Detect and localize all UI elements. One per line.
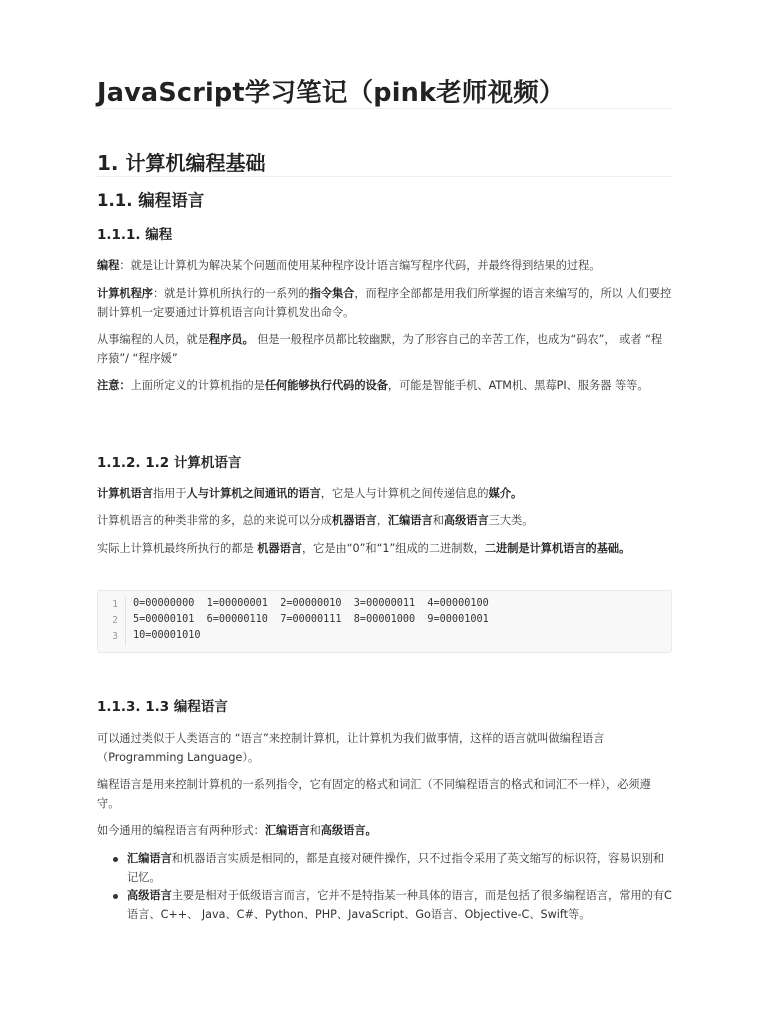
line-number: 1 <box>112 599 118 610</box>
code-line: 0=00000000 1=00000001 2=00000010 3=00000011 4=00000100 <box>133 598 489 609</box>
paragraph-programming: 编程：就是让计算机为解决某个问题而使用某种程序设计语言编写程序代码，并最终得到结果的过程。 <box>97 259 601 272</box>
subsection-heading-1-1-2: 1.1.2. 1.2 计算机语言 <box>97 455 242 471</box>
paragraph-computer-language: 计算机语言指用于人与计算机之间通讯的语言，它是人与计算机之间传递信息的媒介。 <box>97 487 523 500</box>
bullet-icon <box>113 894 118 899</box>
code-line: 10=00001010 <box>133 630 201 641</box>
code-block[interactable] <box>97 590 672 653</box>
paragraph-computer-program: 计算机程序：就是计算机所执行的一系列的指令集合，而程序全部都是用我们所掌握的语言来编写的，所以 人们要控制计算机一定要通过计算机语言向计算机发出命令。 <box>97 287 672 319</box>
subsection-heading-1-1: 1.1. 编程语言 <box>97 191 205 210</box>
paragraph-two-forms: 如今通用的编程语言有两种形式：汇编语言和高级语言。 <box>97 824 377 837</box>
paragraph-note: 注意：上面所定义的计算机指的是任何能够执行代码的设备，可能是智能手机、ATM机、黑莓PI、服务器 等等。 <box>97 379 649 392</box>
section-heading-1: 1. 计算机编程基础 <box>97 151 266 175</box>
page-title: JavaScript学习笔记（pink老师视频） <box>97 78 565 108</box>
paragraph-language-types: 计算机语言的种类非常的多，总的来说可以分成机器语言，汇编语言和高级语言三大类。 <box>97 514 534 527</box>
language-forms-list <box>97 850 672 924</box>
section-divider <box>97 176 672 177</box>
list-item: 高级语言主要是相对于低级语言而言，它并不是特指某一种具体的语言，而是包括了很多编程语言，常用的有C语言、C++、 Java、C#、Python、PHP、JavaScript、Go语言、Objective-C、Swift等。 <box>97 887 672 924</box>
bullet-icon <box>113 857 118 862</box>
line-number: 3 <box>112 631 118 642</box>
list-item: 汇编语言和机器语言实质是相同的，都是直接对硬件操作，只不过指令采用了英文缩写的标识符，容易识别和记忆。 <box>97 850 672 887</box>
line-number: 2 <box>112 615 118 626</box>
title-divider <box>97 108 672 109</box>
subsection-heading-1-1-1: 1.1.1. 编程 <box>97 227 173 243</box>
paragraph-instructions: 编程语言是用来控制计算机的一系列指令，它有固定的格式和词汇（不同编程语言的格式和词汇不一样），必须遵守。 <box>97 778 651 810</box>
code-gutter-divider <box>125 597 126 646</box>
paragraph-machine-language: 实际上计算机最终所执行的都是 机器语言，它是由“0”和“1”组成的二进制数，二进制是计算机语言的基础。 <box>97 542 631 555</box>
paragraph-programmer: 从事编程的人员，就是程序员。 但是一般程序员都比较幽默，为了形容自己的辛苦工作，也成为“码农”， 或者 “程序猿”/ “程序媛” <box>97 333 663 365</box>
subsection-heading-1-1-3: 1.1.3. 1.3 编程语言 <box>97 699 228 715</box>
code-line: 5=00000101 6=00000110 7=00000111 8=00001000 9=00001001 <box>133 614 489 625</box>
paragraph-programming-language: 可以通过类似于人类语言的 “语言”来控制计算机，让计算机为我们做事情，这样的语言就叫做编程语言（Programming Language）。 <box>97 732 605 764</box>
